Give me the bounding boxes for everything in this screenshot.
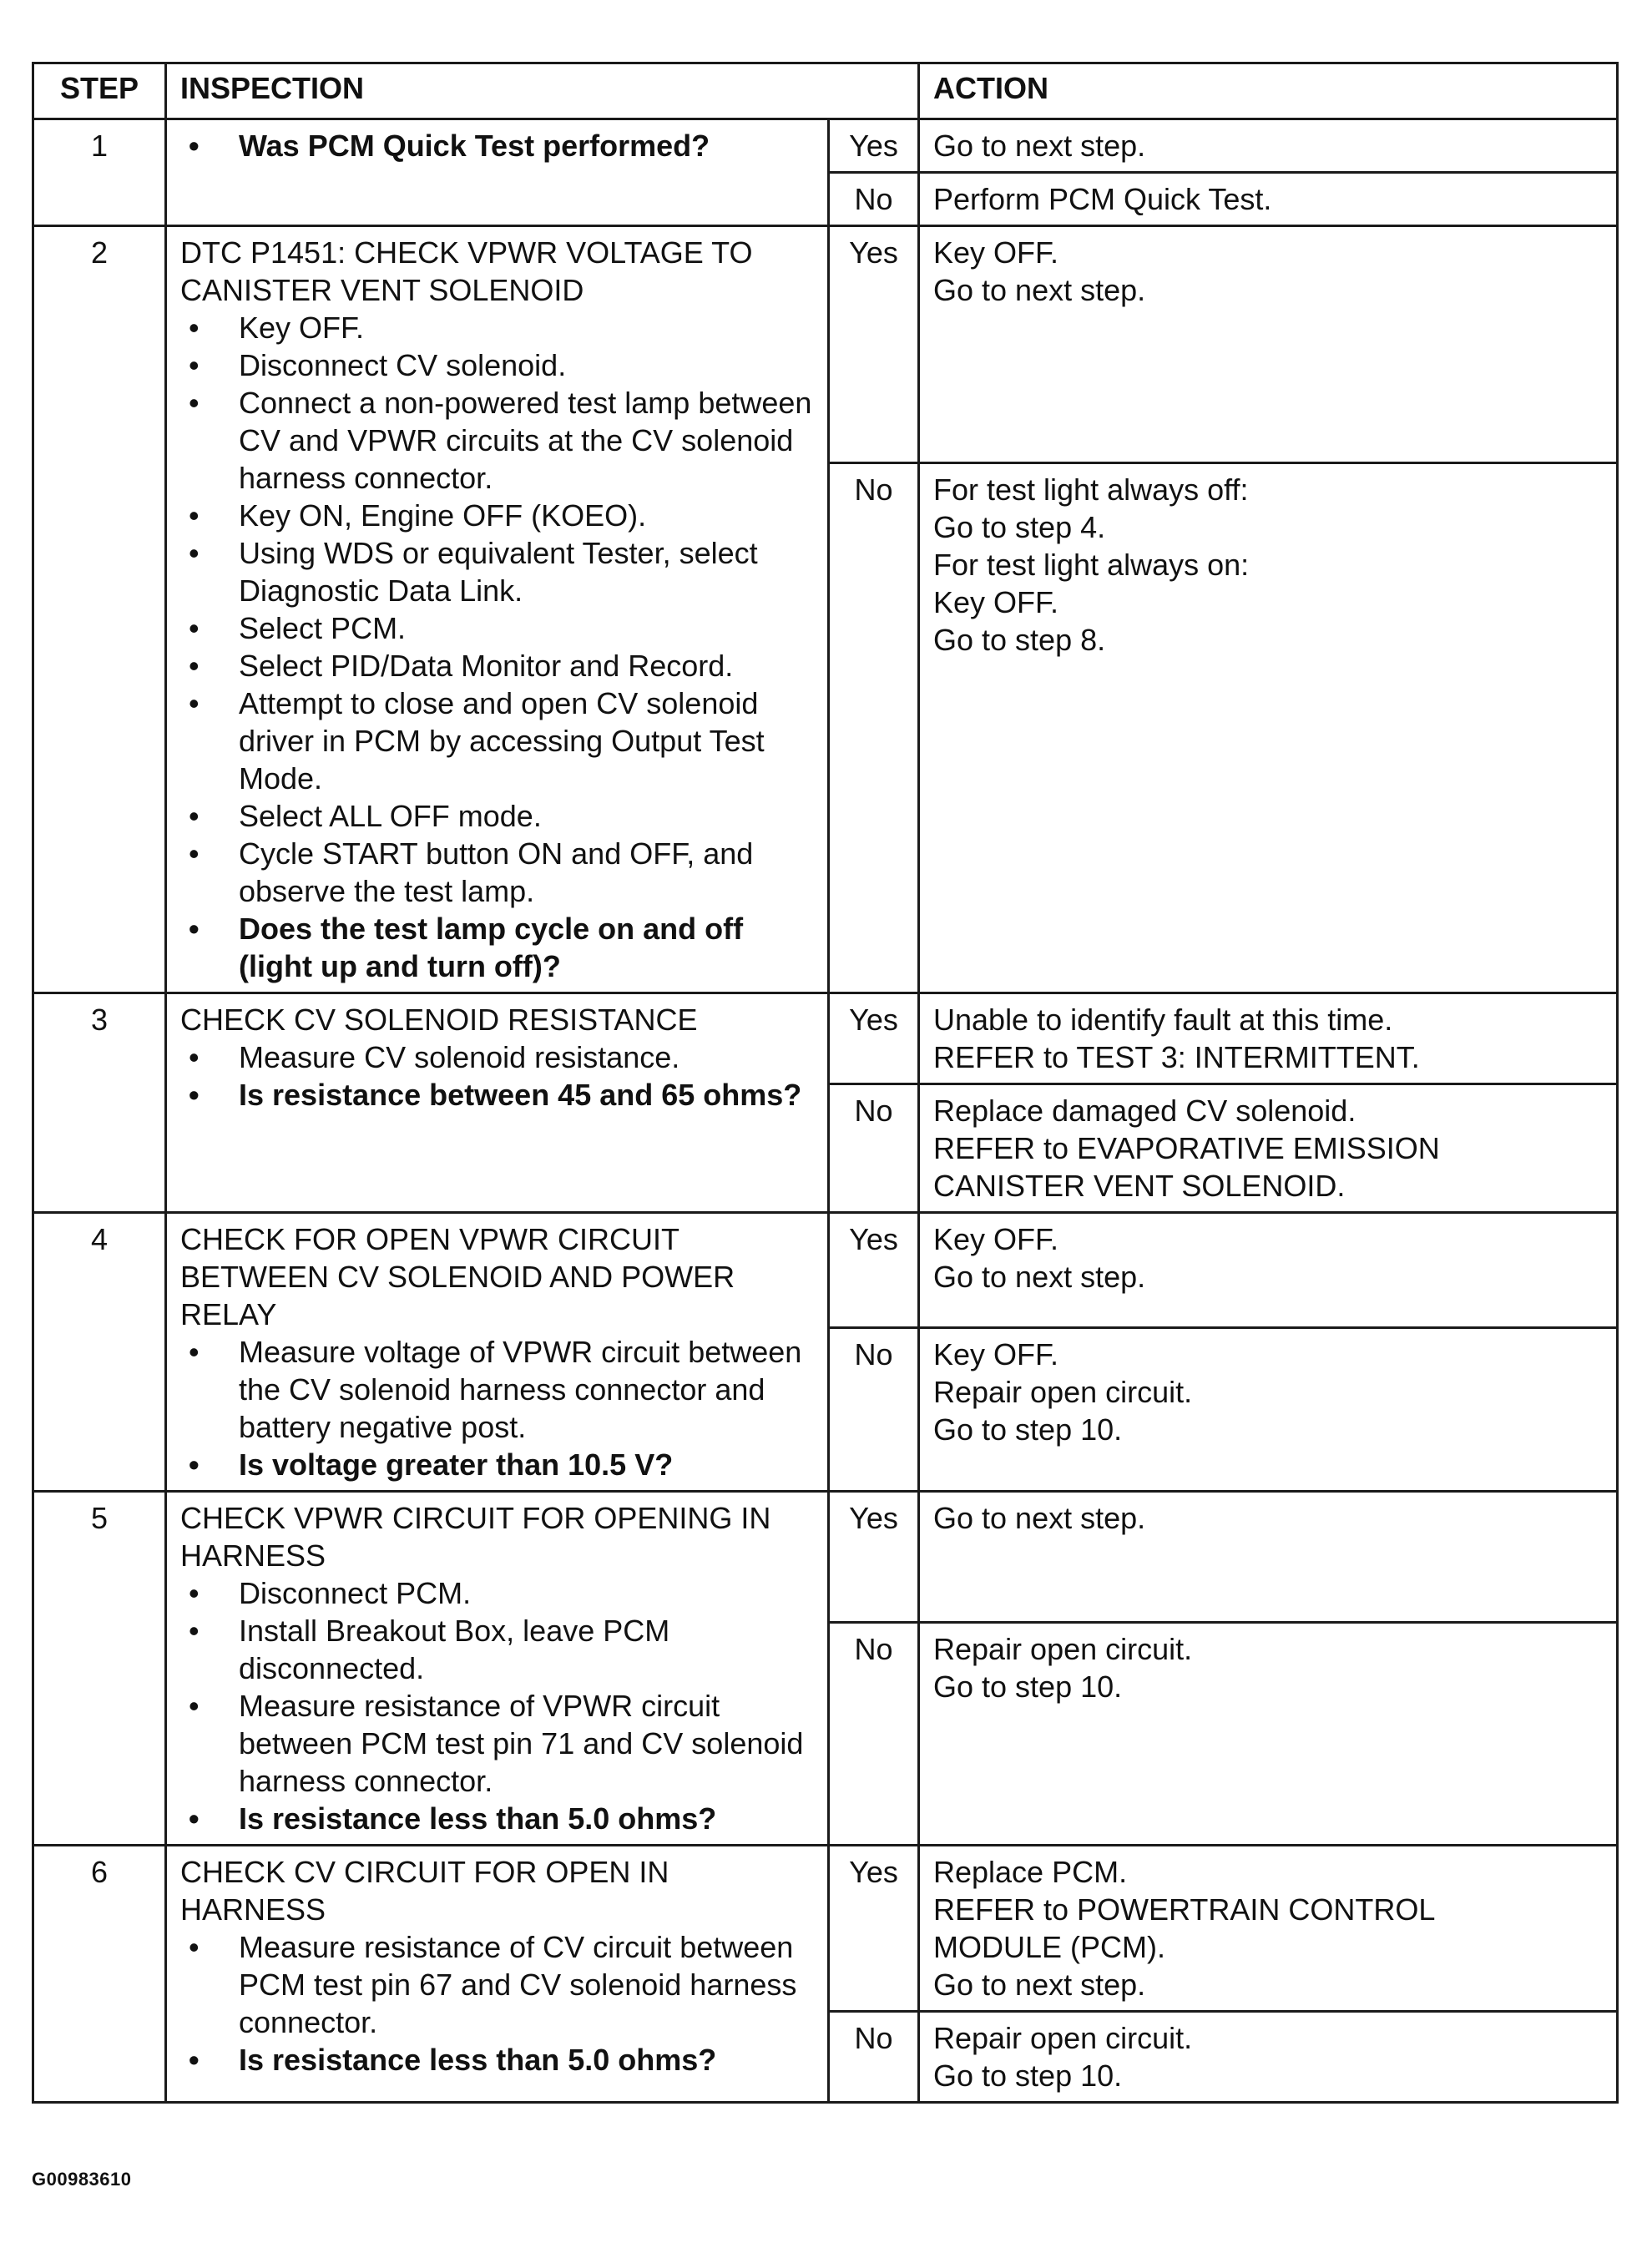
- inspection-bullet: • Measure voltage of VPWR circuit between the CV solenoid harness connector and battery negative post.: [180, 1333, 814, 1446]
- action-cell: [919, 1492, 1618, 1623]
- answer-cell: Yes: [829, 119, 919, 173]
- action-cell: [919, 1084, 1618, 1213]
- action-line: Replace PCM.: [933, 1855, 1128, 1889]
- action-line: REFER to POWERTRAIN CONTROL: [933, 1892, 1436, 1927]
- step-number: 5: [33, 1492, 166, 1846]
- table-row: [33, 226, 1618, 463]
- action-line: Go to step 10.: [933, 2059, 1123, 2093]
- action-line: Go to next step.: [933, 1501, 1146, 1535]
- inspection-bullets: [180, 309, 814, 985]
- action-cell: [919, 462, 1618, 993]
- inspection-bullet: • Measure resistance of VPWR circuit between PCM test pin 71 and CV solenoid harness connector.: [180, 1687, 814, 1800]
- inspection-bullet: • Install Breakout Box, leave PCM disconnected.: [180, 1612, 814, 1687]
- column-header-step: STEP: [33, 63, 166, 119]
- action-line: CANISTER VENT SOLENOID.: [933, 1169, 1346, 1203]
- action-line: Go to step 4.: [933, 509, 1106, 544]
- inspection-title: DTC P1451: CHECK VPWR VOLTAGE TO CANISTER VENT SOLENOID: [180, 235, 753, 307]
- inspection-bullet: • Measure resistance of CV circuit between PCM test pin 67 and CV solenoid harness connector.: [180, 1928, 814, 2041]
- action-line: Repair open circuit.: [933, 1375, 1193, 1410]
- action-line: MODULE (PCM).: [933, 1930, 1165, 1964]
- table-body: [33, 119, 1618, 2103]
- answer-cell: Yes: [829, 1846, 919, 2012]
- inspection-bullet: • Select PCM.: [180, 609, 814, 647]
- inspection-bullet: • Using WDS or equivalent Tester, select Diagnostic Data Link.: [180, 534, 814, 609]
- inspection-cell: [166, 1213, 829, 1492]
- action-line: Replace damaged CV solenoid.: [933, 1094, 1356, 1128]
- action-cell: [919, 119, 1618, 173]
- action-line: Go to next step.: [933, 129, 1146, 163]
- step-number: 2: [33, 226, 166, 993]
- inspection-question: • Does the test lamp cycle on and off (light up and turn off)?: [180, 910, 814, 985]
- action-line: Key OFF.: [933, 235, 1059, 270]
- inspection-bullet: • Key ON, Engine OFF (KOEO).: [180, 497, 814, 534]
- figure-id: G00983610: [32, 2169, 132, 2190]
- table-header-row: [33, 63, 1618, 119]
- inspection-bullets: [180, 1333, 814, 1483]
- action-cell: [919, 993, 1618, 1084]
- inspection-bullet: • Connect a non-powered test lamp between CV and VPWR circuits at the CV solenoid harness connector.: [180, 384, 814, 497]
- table-row: [33, 1846, 1618, 2012]
- inspection-bullets: [180, 1928, 814, 2079]
- action-cell: [919, 1328, 1618, 1492]
- inspection-title: CHECK CV CIRCUIT FOR OPEN IN HARNESS: [180, 1855, 669, 1927]
- inspection-bullet: • Key OFF.: [180, 309, 814, 346]
- inspection-cell: [166, 993, 829, 1213]
- answer-cell: No: [829, 173, 919, 226]
- action-line: Key OFF.: [933, 584, 1059, 619]
- inspection-question: • Is voltage greater than 10.5 V?: [180, 1446, 814, 1483]
- inspection-title: CHECK FOR OPEN VPWR CIRCUIT BETWEEN CV SOLENOID AND POWER RELAY: [180, 1222, 735, 1331]
- inspection-bullets: [180, 127, 814, 164]
- answer-cell: Yes: [829, 1213, 919, 1328]
- answer-cell: Yes: [829, 993, 919, 1084]
- inspection-bullet: • Select PID/Data Monitor and Record.: [180, 647, 814, 684]
- action-cell: [919, 226, 1618, 463]
- action-line: REFER to EVAPORATIVE EMISSION: [933, 1131, 1440, 1165]
- action-cell: [919, 173, 1618, 226]
- action-cell: [919, 1213, 1618, 1328]
- answer-cell: Yes: [829, 226, 919, 463]
- action-cell: [919, 1622, 1618, 1845]
- action-line: For test light always off:: [933, 472, 1249, 507]
- action-line: Go to next step.: [933, 1968, 1146, 2002]
- action-line: Perform PCM Quick Test.: [933, 182, 1272, 216]
- step-number: 3: [33, 993, 166, 1213]
- action-line: Unable to identify fault at this time.: [933, 1003, 1393, 1037]
- action-line: Go to next step.: [933, 273, 1146, 307]
- inspection-cell: [166, 1846, 829, 2103]
- action-line: Repair open circuit.: [933, 2021, 1193, 2055]
- answer-cell: No: [829, 2012, 919, 2103]
- inspection-cell: [166, 1492, 829, 1846]
- inspection-bullets: [180, 1038, 814, 1114]
- inspection-bullet: • Attempt to close and open CV solenoid driver in PCM by accessing Output Test Mode.: [180, 684, 814, 797]
- answer-cell: No: [829, 462, 919, 993]
- action-line: Go to step 8.: [933, 622, 1106, 657]
- answer-cell: Yes: [829, 1492, 919, 1623]
- table-row: [33, 1492, 1618, 1623]
- table-row: [33, 119, 1618, 173]
- column-header-action: ACTION: [919, 63, 1618, 119]
- action-line: Key OFF.: [933, 1222, 1059, 1256]
- inspection-question: • Was PCM Quick Test performed?: [180, 127, 814, 164]
- inspection-cell: [166, 226, 829, 993]
- inspection-bullet: • Cycle START button ON and OFF, and observe the test lamp.: [180, 835, 814, 910]
- answer-cell: No: [829, 1328, 919, 1492]
- column-header-inspection: INSPECTION: [166, 63, 919, 119]
- inspection-question: • Is resistance less than 5.0 ohms?: [180, 2041, 814, 2079]
- inspection-bullet: • Disconnect CV solenoid.: [180, 346, 814, 384]
- inspection-cell: [166, 119, 829, 226]
- inspection-bullet: • Disconnect PCM.: [180, 1574, 814, 1612]
- answer-cell: No: [829, 1622, 919, 1845]
- inspection-bullet: • Select ALL OFF mode.: [180, 797, 814, 835]
- inspection-question: • Is resistance less than 5.0 ohms?: [180, 1800, 814, 1837]
- action-line: For test light always on:: [933, 547, 1250, 582]
- inspection-title: CHECK CV SOLENOID RESISTANCE: [180, 1003, 698, 1037]
- inspection-title: CHECK VPWR CIRCUIT FOR OPENING IN HARNESS: [180, 1501, 771, 1573]
- action-line: REFER to TEST 3: INTERMITTENT.: [933, 1040, 1420, 1074]
- action-cell: [919, 2012, 1618, 2103]
- action-line: Go to step 10.: [933, 1669, 1123, 1704]
- step-number: 6: [33, 1846, 166, 2103]
- inspection-bullet: • Measure CV solenoid resistance.: [180, 1038, 814, 1076]
- action-line: Repair open circuit.: [933, 1631, 1193, 1666]
- inspection-bullets: [180, 1574, 814, 1837]
- answer-cell: No: [829, 1084, 919, 1213]
- inspection-question: • Is resistance between 45 and 65 ohms?: [180, 1076, 814, 1114]
- action-line: Go to next step.: [933, 1260, 1146, 1294]
- table-row: [33, 1213, 1618, 1328]
- table-row: [33, 993, 1618, 1084]
- action-line: Go to step 10.: [933, 1412, 1123, 1447]
- step-number: 4: [33, 1213, 166, 1492]
- step-number: 1: [33, 119, 166, 226]
- action-cell: [919, 1846, 1618, 2012]
- diagnostic-table: [32, 62, 1619, 2104]
- action-line: Key OFF.: [933, 1337, 1059, 1372]
